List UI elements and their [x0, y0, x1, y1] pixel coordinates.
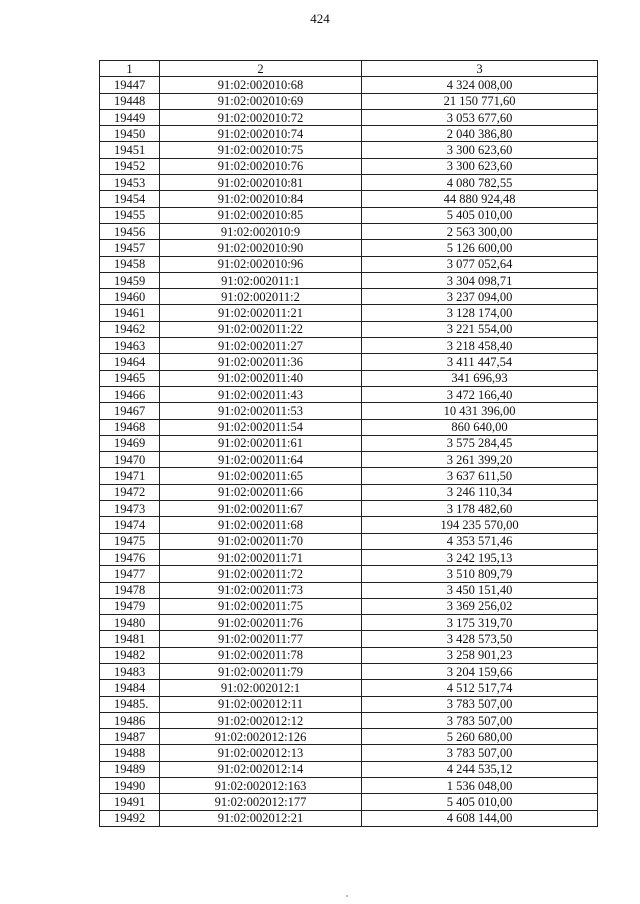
cadastral-number-cell: 91:02:002011:79: [160, 663, 362, 679]
cadastral-value-table: [99, 60, 598, 827]
row-number-cell: 19465: [100, 370, 160, 386]
cadastral-number-cell: 91:02:002010:69: [160, 93, 362, 109]
row-number-cell: 19485.: [100, 696, 160, 712]
table-row: [100, 289, 598, 305]
row-number-cell: 19455: [100, 207, 160, 223]
cadastral-value-cell: 3 077 052,64: [362, 256, 598, 272]
table-body: [100, 77, 598, 827]
cadastral-value-cell: 3 450 151,40: [362, 582, 598, 598]
cadastral-number-cell: 91:02:002011:54: [160, 419, 362, 435]
column-header-1: 1: [100, 61, 160, 77]
row-number-cell: 19467: [100, 403, 160, 419]
column-header-3: 3: [362, 61, 598, 77]
row-number-cell: 19473: [100, 501, 160, 517]
table-row: [100, 745, 598, 761]
cadastral-value-cell: 3 411 447,54: [362, 354, 598, 370]
cadastral-value-cell: 3 242 195,13: [362, 549, 598, 565]
cadastral-value-cell: 1 536 048,00: [362, 778, 598, 794]
table-row: [100, 517, 598, 533]
row-number-cell: 19464: [100, 354, 160, 370]
cadastral-value-cell: 4 324 008,00: [362, 77, 598, 93]
table-row: [100, 354, 598, 370]
table-row: [100, 370, 598, 386]
table-row: [100, 272, 598, 288]
cadastral-value-cell: 5 260 680,00: [362, 729, 598, 745]
table-row: [100, 158, 598, 174]
cadastral-value-cell: 3 300 623,60: [362, 158, 598, 174]
row-number-cell: 19491: [100, 794, 160, 810]
cadastral-value-cell: 341 696,93: [362, 370, 598, 386]
row-number-cell: 19470: [100, 452, 160, 468]
cadastral-number-cell: 91:02:002010:68: [160, 77, 362, 93]
row-number-cell: 19458: [100, 256, 160, 272]
row-number-cell: 19454: [100, 191, 160, 207]
row-number-cell: 19460: [100, 289, 160, 305]
cadastral-number-cell: 91:02:002010:76: [160, 158, 362, 174]
table-row: [100, 484, 598, 500]
cadastral-value-cell: 10 431 396,00: [362, 403, 598, 419]
table-row: [100, 468, 598, 484]
table-row: [100, 305, 598, 321]
table-row: [100, 403, 598, 419]
cadastral-number-cell: 91:02:002011:71: [160, 549, 362, 565]
table-row: [100, 93, 598, 109]
cadastral-number-cell: 91:02:002011:40: [160, 370, 362, 386]
cadastral-value-cell: 3 246 110,34: [362, 484, 598, 500]
row-number-cell: 19492: [100, 810, 160, 826]
page-number: 424: [310, 11, 330, 26]
row-number-cell: 19457: [100, 240, 160, 256]
table-row: [100, 761, 598, 777]
row-number-cell: 19480: [100, 615, 160, 631]
table-row: [100, 435, 598, 451]
cadastral-number-cell: 91:02:002011:21: [160, 305, 362, 321]
table-row: [100, 386, 598, 402]
table-row: [100, 794, 598, 810]
row-number-cell: 19450: [100, 126, 160, 142]
cadastral-value-cell: 4 608 144,00: [362, 810, 598, 826]
cadastral-value-cell: 3 128 174,00: [362, 305, 598, 321]
table-row: [100, 452, 598, 468]
row-number-cell: 19472: [100, 484, 160, 500]
cadastral-value-cell: 44 880 924,48: [362, 191, 598, 207]
row-number-cell: 19451: [100, 142, 160, 158]
table-row: [100, 191, 598, 207]
cadastral-value-cell: 194 235 570,00: [362, 517, 598, 533]
cadastral-number-cell: 91:02:002011:76: [160, 615, 362, 631]
row-number-cell: 19489: [100, 761, 160, 777]
row-number-cell: 19461: [100, 305, 160, 321]
cadastral-value-cell: 3 204 159,66: [362, 663, 598, 679]
table-row: [100, 696, 598, 712]
table-row: [100, 338, 598, 354]
row-number-cell: 19488: [100, 745, 160, 761]
row-number-cell: 19456: [100, 223, 160, 239]
table-row: [100, 109, 598, 125]
row-number-cell: 19481: [100, 631, 160, 647]
table-row: [100, 256, 598, 272]
cadastral-number-cell: 91:02:002012:177: [160, 794, 362, 810]
cadastral-number-cell: 91:02:002010:90: [160, 240, 362, 256]
row-number-cell: 19466: [100, 386, 160, 402]
row-number-cell: 19448: [100, 93, 160, 109]
row-number-cell: 19474: [100, 517, 160, 533]
cadastral-value-cell: 3 178 482,60: [362, 501, 598, 517]
cadastral-number-cell: 91:02:002011:1: [160, 272, 362, 288]
cadastral-number-cell: 91:02:002010:74: [160, 126, 362, 142]
row-number-cell: 19490: [100, 778, 160, 794]
table-row: [100, 419, 598, 435]
table-row: [100, 549, 598, 565]
table-row: [100, 647, 598, 663]
cadastral-value-cell: 3 218 458,40: [362, 338, 598, 354]
cadastral-value-cell: 3 783 507,00: [362, 745, 598, 761]
cadastral-number-cell: 91:02:002011:65: [160, 468, 362, 484]
row-number-cell: 19462: [100, 321, 160, 337]
table-row: [100, 142, 598, 158]
cadastral-number-cell: 91:02:002012:21: [160, 810, 362, 826]
table-row: [100, 501, 598, 517]
row-number-cell: 19471: [100, 468, 160, 484]
cadastral-number-cell: 91:02:002010:72: [160, 109, 362, 125]
table-row: [100, 582, 598, 598]
cadastral-number-cell: 91:02:002011:27: [160, 338, 362, 354]
table-row: [100, 615, 598, 631]
table-row: [100, 631, 598, 647]
row-number-cell: 19487: [100, 729, 160, 745]
table-row: [100, 729, 598, 745]
table-row: [100, 566, 598, 582]
cadastral-value-cell: 4 353 571,46: [362, 533, 598, 549]
cadastral-value-cell: 3 221 554,00: [362, 321, 598, 337]
cadastral-value-cell: 3 575 284,45: [362, 435, 598, 451]
cadastral-number-cell: 91:02:002011:77: [160, 631, 362, 647]
cadastral-value-cell: 21 150 771,60: [362, 93, 598, 109]
row-number-cell: 19486: [100, 712, 160, 728]
cadastral-number-cell: 91:02:002012:126: [160, 729, 362, 745]
cadastral-value-cell: 3 783 507,00: [362, 696, 598, 712]
cadastral-number-cell: 91:02:002011:67: [160, 501, 362, 517]
cadastral-number-cell: 91:02:002011:75: [160, 598, 362, 614]
column-header-2: 2: [160, 61, 362, 77]
row-number-cell: 19476: [100, 549, 160, 565]
cadastral-value-cell: 5 126 600,00: [362, 240, 598, 256]
cadastral-number-cell: 91:02:002010:96: [160, 256, 362, 272]
cadastral-number-cell: 91:02:002011:73: [160, 582, 362, 598]
cadastral-value-cell: 3 300 623,60: [362, 142, 598, 158]
cadastral-value-cell: 3 510 809,79: [362, 566, 598, 582]
cadastral-number-cell: 91:02:002011:72: [160, 566, 362, 582]
cadastral-number-cell: 91:02:002010:84: [160, 191, 362, 207]
table-row: [100, 175, 598, 191]
table-row: [100, 207, 598, 223]
table-row: [100, 533, 598, 549]
table-row: [100, 598, 598, 614]
cadastral-number-cell: 91:02:002010:9: [160, 223, 362, 239]
table-row: [100, 663, 598, 679]
cadastral-value-cell: 3 783 507,00: [362, 712, 598, 728]
row-number-cell: 19459: [100, 272, 160, 288]
row-number-cell: 19484: [100, 680, 160, 696]
cadastral-number-cell: 91:02:002012:1: [160, 680, 362, 696]
cadastral-value-cell: 3 237 094,00: [362, 289, 598, 305]
cadastral-number-cell: 91:02:002011:61: [160, 435, 362, 451]
row-number-cell: 19483: [100, 663, 160, 679]
cadastral-value-cell: 3 258 901,23: [362, 647, 598, 663]
cadastral-value-cell: 2 563 300,00: [362, 223, 598, 239]
cadastral-value-cell: 5 405 010,00: [362, 794, 598, 810]
row-number-cell: 19468: [100, 419, 160, 435]
cadastral-number-cell: 91:02:002011:66: [160, 484, 362, 500]
row-number-cell: 19447: [100, 77, 160, 93]
scan-speck: [346, 895, 348, 897]
row-number-cell: 19469: [100, 435, 160, 451]
table-row: [100, 778, 598, 794]
cadastral-number-cell: 91:02:002010:81: [160, 175, 362, 191]
cadastral-number-cell: 91:02:002012:14: [160, 761, 362, 777]
row-number-cell: 19449: [100, 109, 160, 125]
cadastral-value-cell: 5 405 010,00: [362, 207, 598, 223]
cadastral-number-cell: 91:02:002012:163: [160, 778, 362, 794]
cadastral-value-cell: 4 080 782,55: [362, 175, 598, 191]
row-number-cell: 19478: [100, 582, 160, 598]
cadastral-value-cell: 2 040 386,80: [362, 126, 598, 142]
cadastral-number-cell: 91:02:002011:68: [160, 517, 362, 533]
cadastral-value-cell: 3 369 256,02: [362, 598, 598, 614]
row-number-cell: 19463: [100, 338, 160, 354]
cadastral-number-cell: 91:02:002011:64: [160, 452, 362, 468]
cadastral-number-cell: 91:02:002012:13: [160, 745, 362, 761]
cadastral-number-cell: 91:02:002010:85: [160, 207, 362, 223]
cadastral-number-cell: 91:02:002010:75: [160, 142, 362, 158]
cadastral-value-cell: 3 472 166,40: [362, 386, 598, 402]
cadastral-value-cell: 3 053 677,60: [362, 109, 598, 125]
cadastral-number-cell: 91:02:002011:53: [160, 403, 362, 419]
cadastral-number-cell: 91:02:002012:11: [160, 696, 362, 712]
table-row: [100, 223, 598, 239]
table-header-row: [100, 61, 598, 77]
row-number-cell: 19482: [100, 647, 160, 663]
table-row: [100, 712, 598, 728]
table-row: [100, 680, 598, 696]
table-row: [100, 77, 598, 93]
cadastral-value-cell: 3 428 573,50: [362, 631, 598, 647]
cadastral-value-cell: 4 244 535,12: [362, 761, 598, 777]
cadastral-value-cell: 3 637 611,50: [362, 468, 598, 484]
cadastral-number-cell: 91:02:002011:2: [160, 289, 362, 305]
cadastral-number-cell: 91:02:002011:43: [160, 386, 362, 402]
table-row: [100, 126, 598, 142]
cadastral-number-cell: 91:02:002011:22: [160, 321, 362, 337]
cadastral-value-cell: 860 640,00: [362, 419, 598, 435]
row-number-cell: 19475: [100, 533, 160, 549]
cadastral-number-cell: 91:02:002011:36: [160, 354, 362, 370]
cadastral-value-cell: 4 512 517,74: [362, 680, 598, 696]
cadastral-value-cell: 3 304 098,71: [362, 272, 598, 288]
row-number-cell: 19479: [100, 598, 160, 614]
cadastral-number-cell: 91:02:002011:70: [160, 533, 362, 549]
table-row: [100, 810, 598, 826]
row-number-cell: 19453: [100, 175, 160, 191]
row-number-cell: 19452: [100, 158, 160, 174]
cadastral-value-cell: 3 175 319,70: [362, 615, 598, 631]
cadastral-number-cell: 91:02:002012:12: [160, 712, 362, 728]
cadastral-value-cell: 3 261 399,20: [362, 452, 598, 468]
row-number-cell: 19477: [100, 566, 160, 582]
table-row: [100, 321, 598, 337]
cadastral-number-cell: 91:02:002011:78: [160, 647, 362, 663]
table-row: [100, 240, 598, 256]
